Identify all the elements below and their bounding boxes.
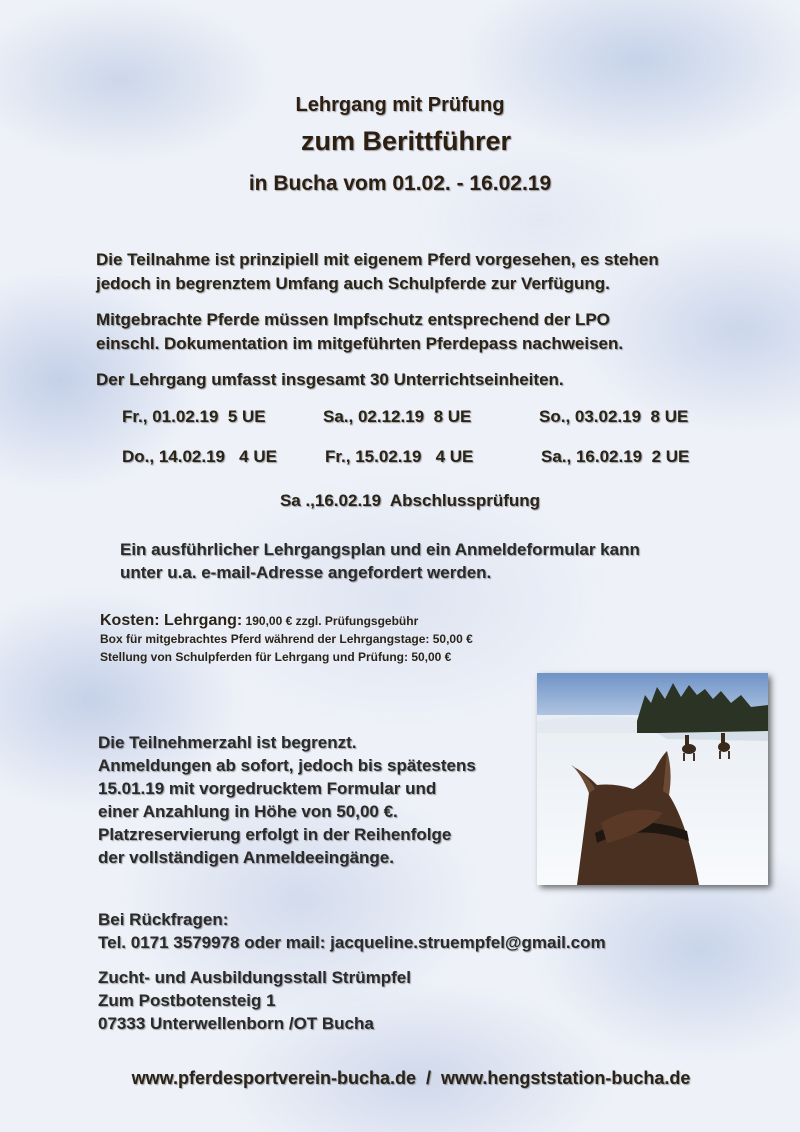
- horse-snow-photo: [537, 673, 768, 885]
- intro-p2-line-1: Mitgebrachte Pferde müssen Impfschutz entsprechend der LPO: [96, 310, 610, 329]
- notice-line-5: Platzreservierung erfolgt in der Reihenfolge: [98, 825, 452, 844]
- intro-paragraph-3: Der Lehrgang umfasst insgesamt 30 Unterrichtseinheiten.: [96, 370, 564, 389]
- schedule-row1-day2: Sa., 02.12.19 8 UE: [323, 407, 472, 426]
- notice-line-3: 15.01.19 mit vorgedrucktem Formular und: [98, 779, 437, 798]
- contact-line: Tel. 0171 3579978 oder mail: jacqueline.struempfel@gmail.com: [98, 933, 606, 952]
- schedule-row2-day2: Fr., 15.02.19 4 UE: [325, 447, 474, 466]
- registration-notice: [98, 731, 528, 869]
- intro-p1-line-1: Die Teilnahme ist prinzipiell mit eigenem Pferd vorgesehen, es stehen: [96, 250, 659, 269]
- plan-notice: [120, 538, 740, 584]
- intro-paragraph-1: [96, 248, 736, 296]
- intro-p2-line-2: einschl. Dokumentation im mitgeführten Pferdepass nachweisen.: [96, 334, 624, 353]
- address-city: 07333 Unterwellenborn /OT Bucha: [98, 1014, 374, 1033]
- costs-box: Box für mitgebrachtes Pferd während der Lehrgangstage: 50,00 €: [100, 632, 473, 646]
- plan-line-1: Ein ausführlicher Lehrgangsplan und ein Anmeldeformular kann: [120, 540, 640, 559]
- intro-p1-line-2: jedoch in begrenztem Umfang auch Schulpferde zur Verfügung.: [96, 274, 610, 293]
- title-line-2: zum Berittführer: [300, 126, 511, 156]
- notice-line-4: einer Anzahlung in Höhe von 50,00 €.: [98, 802, 398, 821]
- schedule-row1-day3: So., 03.02.19 8 UE: [539, 407, 689, 426]
- notice-line-1: Die Teilnehmerzahl ist begrenzt.: [98, 733, 357, 752]
- address-name: Zucht- und Ausbildungsstall Strümpfel: [98, 968, 411, 987]
- title-line-1: Lehrgang mit Prüfung: [295, 94, 505, 116]
- final-exam: Sa .,16.02.19 Abschlussprüfung: [279, 491, 541, 510]
- costs-block: [100, 612, 473, 666]
- contact-label: Bei Rückfragen:: [98, 910, 229, 929]
- schedule-row1-day1: Fr., 01.02.19 5 UE: [122, 407, 266, 426]
- footer-links: www.pferdesportverein-bucha.de / www.hengststation-bucha.de: [131, 1068, 691, 1088]
- costs-school-horses: Stellung von Schulpferden für Lehrgang und Prüfung: 50,00 €: [100, 650, 452, 664]
- contact-block: [98, 908, 606, 954]
- plan-line-2: unter u.a. e-mail-Adresse angefordert werden.: [120, 563, 492, 582]
- notice-line-6: der vollständigen Anmeldeeingänge.: [98, 848, 394, 867]
- schedule-row2-day1: Do., 14.02.19 4 UE: [122, 447, 277, 466]
- intro-paragraph-2: [96, 308, 736, 356]
- address-block: [98, 966, 411, 1035]
- notice-line-2: Anmeldungen ab sofort, jedoch bis spätestens: [98, 756, 476, 775]
- costs-course-price: 190,00 € zzgl. Prüfungsgebühr: [242, 614, 419, 628]
- title-line-3: in Bucha vom 01.02. - 16.02.19: [248, 172, 552, 195]
- schedule-row2-day3: Sa., 16.02.19 2 UE: [541, 447, 690, 466]
- costs-label: Kosten: Lehrgang:: [100, 612, 243, 629]
- costs-course: [100, 612, 473, 630]
- address-street: Zum Postbotensteig 1: [98, 991, 276, 1010]
